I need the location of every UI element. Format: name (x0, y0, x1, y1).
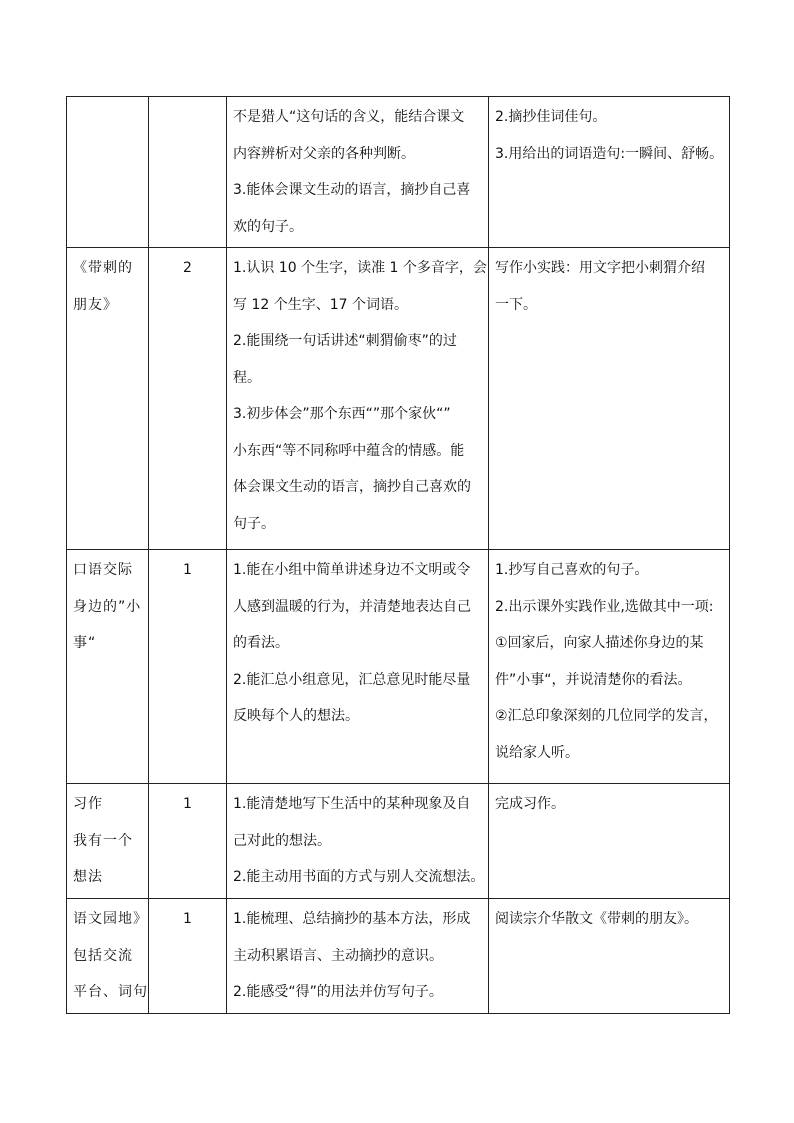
homework-cell (489, 550, 730, 784)
objective-line: 写 12 个生字、17 个词语。 (233, 296, 408, 313)
homework-line: 3.用给出的词语造句:一瞬间、舒畅。 (495, 145, 724, 162)
table-row (67, 550, 730, 784)
homework-line: 一下。 (495, 296, 537, 313)
lesson-title-line: 习作 (73, 796, 103, 812)
lesson-title-line: 身边的”小 (73, 598, 142, 615)
objective-line: 欢的句子。 (233, 218, 303, 235)
table-row (67, 248, 730, 550)
homework-line: 1.抄写自己喜欢的句子。 (495, 562, 649, 578)
homework-line: 2.出示课外实践作业,选做其中一项: (495, 598, 714, 615)
table-row (67, 899, 730, 1014)
objective-line: 的看法。 (233, 635, 289, 651)
objective-line: 小东西“等不同称呼中蕴含的情感。能 (233, 442, 465, 459)
lesson-title-line: 想法 (73, 869, 103, 885)
objective-line: 2.能汇总小组意见，汇总意见时能尽量 (233, 671, 471, 688)
lesson-title-cell (67, 784, 149, 899)
lesson-title-line: 事“ (73, 635, 97, 651)
lesson-title-line: 口语交际 (73, 562, 133, 578)
lesson-title-line: 平台、词句 (73, 984, 148, 1000)
lesson-title-line: 《带刺的 (73, 260, 133, 276)
lesson-title-line: 朋友》 (73, 296, 118, 313)
lesson-plan-table (66, 96, 730, 1014)
objectives-cell (227, 248, 489, 550)
homework-cell (489, 784, 730, 899)
lesson-title-cell (67, 899, 149, 1014)
homework-cell (489, 97, 730, 248)
objectives-cell (227, 899, 489, 1014)
objective-line: 1.认识 10 个生字，读准 1 个多音字，会 (233, 260, 487, 276)
lesson-title-line: 我有一个 (73, 832, 133, 849)
objective-line: 己对此的想法。 (233, 832, 331, 849)
lesson-title-line: 语文园地》 (73, 911, 148, 927)
table-row (67, 784, 730, 899)
objectives-cell (227, 97, 489, 248)
objective-line: 1.能梳理、总结摘抄的基本方法，形成 (233, 911, 471, 927)
homework-line: ②汇总印象深刻的几位同学的发言， (495, 708, 718, 724)
objective-line: 3.能体会课文生动的语言，摘抄自己喜 (233, 182, 471, 198)
homework-line: 写作小实践：用文字把小刺猬介绍 (495, 260, 705, 276)
objectives-cell (227, 784, 489, 899)
objective-line: 内容辨析对父亲的各种判断。 (233, 145, 415, 162)
homework-line: 2.摘抄佳词佳句。 (495, 109, 607, 125)
class-hours-cell: 1 (149, 899, 227, 1014)
objectives-cell (227, 550, 489, 784)
homework-line: 完成习作。 (495, 796, 565, 812)
lesson-title-line: 包括交流 (73, 947, 133, 964)
class-hours-cell (149, 97, 227, 248)
objective-line: 程。 (233, 369, 261, 386)
lesson-title-cell (67, 550, 149, 784)
objective-line: 反映每个人的想法。 (233, 708, 359, 724)
objective-line: 2.能主动用书面的方式与别人交流想法。 (233, 869, 485, 885)
lesson-title-cell (67, 97, 149, 248)
homework-cell (489, 248, 730, 550)
class-hours-cell: 1 (149, 784, 227, 899)
objective-line: 人感到温暖的行为，并清楚地表达自己 (233, 598, 471, 615)
homework-line: 件”小事“，并说清楚你的看法。 (495, 671, 692, 688)
objective-line: 3.初步体会”那个东西“”那个家伙“” (233, 406, 451, 422)
homework-cell (489, 899, 730, 1014)
objective-line: 2.能感受“得”的用法并仿写句子。 (233, 984, 443, 1000)
objective-line: 1.能清楚地写下生活中的某种现象及自 (233, 796, 471, 812)
objective-line: 体会课文生动的语言，摘抄自己喜欢的 (233, 479, 471, 495)
table-row (67, 97, 730, 248)
class-hours-cell: 1 (149, 550, 227, 784)
objective-line: 句子。 (233, 515, 275, 532)
lesson-title-cell (67, 248, 149, 550)
objective-line: 不是猎人“这句话的含义，能结合课文 (233, 109, 465, 125)
homework-line: ①回家后，向家人描述你身边的某 (495, 635, 704, 651)
objective-line: 2.能围绕一句话讲述“刺猬偷枣”的过 (233, 333, 457, 349)
objective-line: 1.能在小组中简单讲述身边不文明或令 (233, 562, 471, 578)
objective-line: 主动积累语言、主动摘抄的意识。 (233, 947, 443, 964)
class-hours-cell: 2 (149, 248, 227, 550)
homework-line: 阅读宗介华散文《带刺的朋友》。 (495, 911, 698, 927)
homework-line: 说给家人听。 (495, 744, 579, 761)
